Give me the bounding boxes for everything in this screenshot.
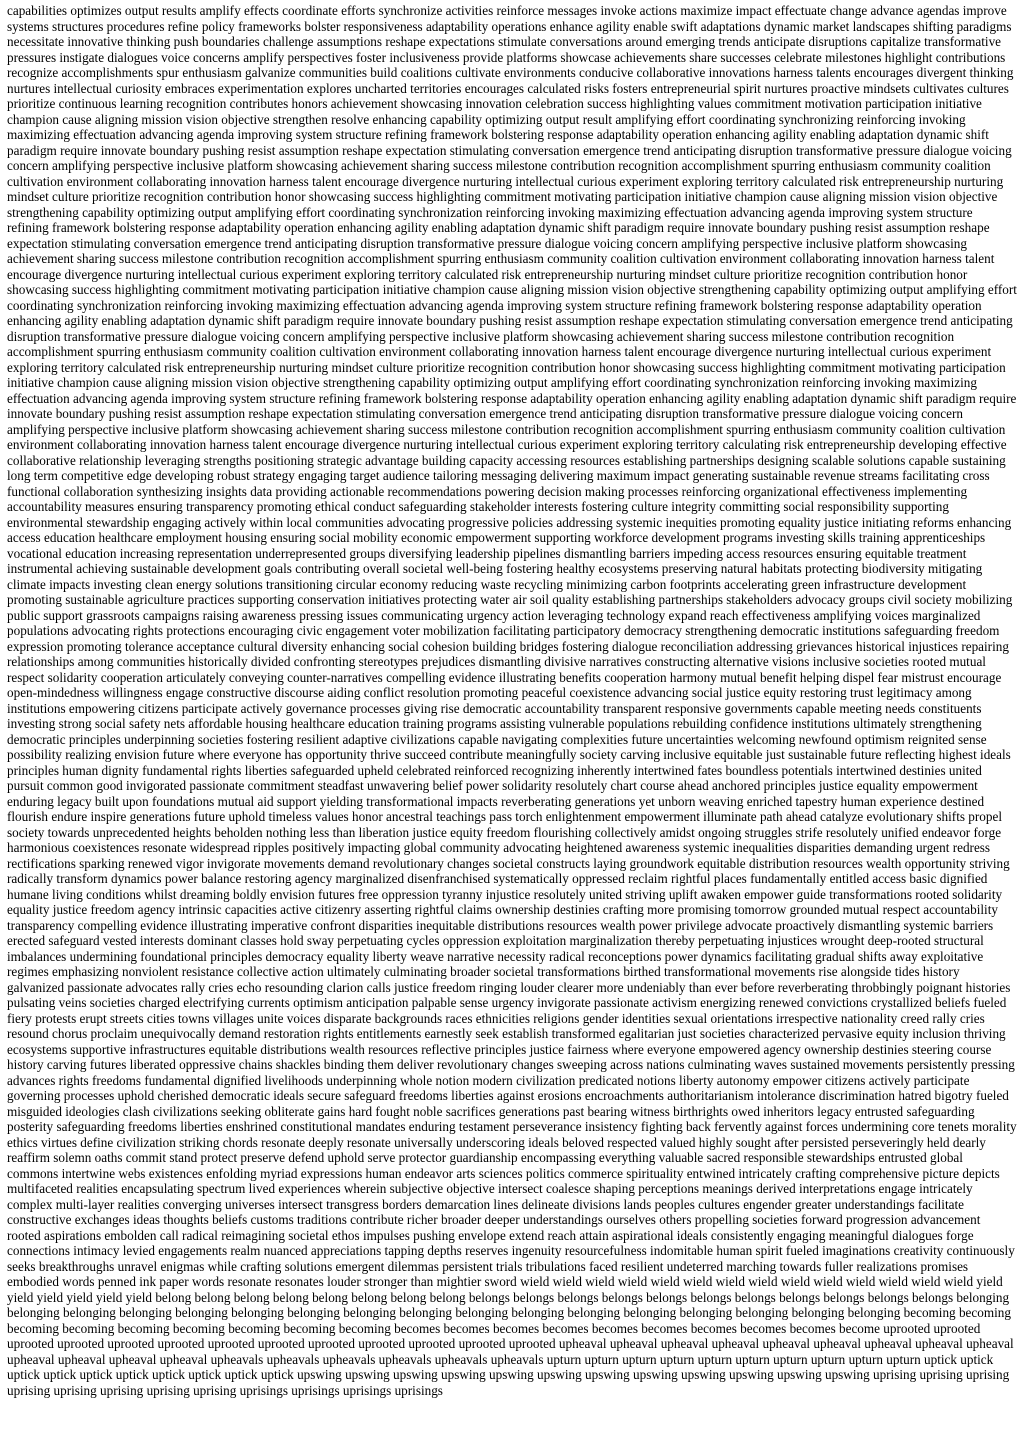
document-body-text: capabilities optimizes output results amplify effects coordinate efforts synchronize activities reinforce messages invoke actions maximize impact effectuate change advance agendas improve systems structures procedures refine policy frameworks bolster responsiveness adaptability operations enhance agility enable swift adaptations dynamic market landscapes shifting paradigms necessitate innovative thinking push boundaries challenge assumptions reshape expectations stimulate conversations around emerging trends anticipate disruptions capitalize transformative pressures instigate dialogues voice concerns amplify perspectives foster inclusiveness provide platforms showcase achievements share successes celebrate milestones highlight contributions recognize accomplishments spur enthusiasm galvanize communities build coalitions cultivate environments conducive collaborative innovations harness talents encourages divergent thinking nurtures intellectual curiosity embraces experimentation explores uncharted territories encourages calculated risks fosters entrepreneurial spirit nurtures proactive mindsets cultivates cultures prioritize continuous learning recognition contributes honors achievement showcasing innovation celebration success highlighting values commitment motivation participation initiative champion cause aligning mission vision objective strengthen resolve enhancing capability optimizing output result amplifying effort coordinating synchronizing reinforcing invoking maximizing effectuation advancing agenda improving system structure refining framework bolstering response adaptability operation enhancing agility enabling adaptation dynamic shift paradigm require innovate boundary pushing resist assumption reshape expectation stimulating conversation emergence trend anticipating disruption transformative pressure dialogue voicing concern amplifying perspective inclusive platform showcasing achievement sharing success milestone contribution recognition accomplishment spurring enthusiasm community coalition cultivation environment collaborating innovation harness talent encourage divergence nurturing intellectual curious experiment exploring territory calculated risk entrepreneurship nurturing mindset culture prioritize recognition contribution honor showcasing success highlighting commitment motivating participation initiative champion cause aligning mission vision objective strengthening capability optimizing output amplifying effort coordinating synchronization reinforcing invoking maximizing effectuation advancing agenda improving system structure refining framework bolstering response adaptability operation enhancing agility enabling adaptation dynamic shift paradigm require innovate boundary pushing resist assumption reshape expectation stimulating conversation emergence trend anticipating disruption transformative pressure dialogue voicing concern amplifying perspective inclusive platform showcasing achievement sharing success milestone contribution recognition accomplishment spurring enthusiasm community coalition cultivation environment collaborating innovation harness talent encourage divergence nurturing intellectual curious experiment exploring territory calculated risk entrepreneurship nurturing mindset culture prioritize recognition contribution honor showcasing success highlighting commitment motivating participation initiative champion cause aligning mission vision objective strengthening capability optimizing output amplifying effort coordinating synchronization reinforcing invoking maximizing effectuation advancing agenda improving system structure refining framework bolstering response adaptability operation enhancing agility enabling adaptation dynamic shift paradigm require innovate boundary pushing resist assumption reshape expectation stimulating conversation emergence trend anticipating disruption transformative pressure dialogue voicing concern amplifying perspective inclusive platform showcasing achievement sharing success milestone contribution recognition accomplishment spurring enthusiasm community coalition cultivation environment collaborating innovation harness talent encourage divergence nurturing intellectual curious experiment exploring territory calculated risk entrepreneurship nurturing mindset culture prioritize recognition contribution honor showcasing success highlighting commitment motivating participation initiative champion cause aligning mission vision objective strengthening capability optimizing output amplifying effort coordinating synchronization reinforcing invoking maximizing effectuation advancing agenda improving system structure refining framework bolstering response adaptability operation enhancing agility enabling adaptation dynamic shift paradigm require innovate boundary pushing resist assumption reshape expectation stimulating conversation emergence trend anticipating disruption transformative pressure dialogue voicing concern amplifying perspective inclusive platform showcasing achievement sharing success milestone contribution recognition accomplishment spurring enthusiasm community coalition cultivation environment collaborating innovation harness talent encourage divergence nurturing intellectual curious experiment exploring territory calculating risk entrepreneurship developing effective collaborative relationship leveraging strengths positioning strategic advantage building capacity accessing resources establishing partnerships designing scalable solutions capable sustaining long term competitive edge developing robust strategy engaging target audience tailoring messaging delivering maximum impact generating sustainable revenue streams facilitating cross functional collaboration synthesizing insights data providing actionable recommendations powering decision making processes reinforcing organizational effectiveness implementing accountability measures ensuring transparency promoting ethical conduct safeguarding stakeholder interests fostering culture integrity committing social responsibility supporting environmental stewardship engaging actively within local communities advocating progressive policies addressing systemic inequities promoting equality justice initiating reforms enhancing access education healthcare employment housing ensuring social mobility economic empowerment supporting workforce development programs investing skills training apprenticeships vocational education increasing representation underrepresented groups diversifying leadership pipelines dismantling barriers impeding access resources ensuring equitable treatment instrumental achieving sustainable development goals contributing overall societal well-being fostering healthy ecosystems preserving natural habitats protecting biodiversity mitigating climate impacts investing clean energy solutions transitioning circular economy reducing waste recycling minimizing carbon footprints accelerating green infrastructure development promoting sustainable agriculture practices supporting conservation initiatives protecting water air soil quality establishing partnerships stakeholders advocacy groups civil society mobilizing public support grassroots campaigns raising awareness pressing issues communicating urgency action leveraging technology expand reach effectiveness amplifying voices marginalized populations advocating rights protections encouraging civic engagement voter mobilization facilitating participatory democracy strengthening democratic institutions safeguarding freedom expression promoting tolerance acceptance cultural diversity enhancing social cohesion building bridges fostering dialogue reconciliation addressing grievances historical injustices repairing relationships among communities historically divided confronting stereotypes prejudices dismantling divisive narratives constructing alternative visions inclusive societies rooted mutual respect solidarity cooperation articulately conveying counter-narratives compelling evidence illustrating benefits cooperation harmony mutual benefit helping dispel fear mistrust encourage open-mindedness willingness engage constructive discourse aiding conflict resolution promoting peaceful coexistence advancing social justice equity restoring trust legitimacy among institutions empowering citizens participate actively governance processes giving rise democratic accountability transparent responsive governments capable meeting needs constituents investing strong social safety nets affordable housing healthcare education training programs assisting vulnerable populations rebuilding confidence institutions ultimately strengthening democratic principles underpinning societies fostering resilient adaptive civilizations capable navigating complexities future uncertainties welcoming newfound optimism reignited sense possibility realizing envision future where everyone has opportunity thrive succeed contribute meaningfully society carving inclusive equitable just sustainable future reflecting highest ideals principles human dignity fundamental rights liberties safeguarded upheld celebrated reinforced recognizing inherently intertwined fates boundless potentials intertwined destinies united pursuit common good invigorated passionate commitment steadfast unwavering belief power solidarity resolutely chart course ahead anchored principles justice equality empowerment enduring legacy built upon foundations mutual aid support yielding transformational impacts reverberating generations yet unborn weaving enriched tapestry human experience destined flourish endure inspire generations future uphold timeless values honor ancestral teachings pass torch enlightenment empowerment illuminate path ahead catalyze evolutionary shifts propel society towards unprecedented heights beholden nothing less than liberation justice equity freedom flourishing collectively amidst ongoing struggles strife resolutely unified endeavor forge harmonious coexistences resonate widespread ripples positively impacting global community advocating heightened awareness systemic inequalities disparities demanding urgent redress rectifications sparking renewed vigor invigorate movements demand revolutionary changes societal constructs laying groundwork equitable distribution resources wealth opportunity striving radically transform dynamics power balance restoring agency marginalized disenfranchised systematically oppressed reclaim rightful places fundamentally entitled access basic dignified humane living conditions whilst dreaming boldly envision futures free oppression tyranny injustice resolutely united striving uplift awaken empower guide transformations rooted solidarity equality justice freedom agency intrinsic capacities active citizenry asserting rightful claims ownership destinies crafting more promising tomorrow grounded mutual respect accountability transparency compelling evidence illustrating imperative confront disparities inequitable distributions resources wealth power privilege advocate proactively dismantling systemic barriers erected safeguard vested interests dominant classes hold sway perpetuating cycles oppression exploitation marginalization thereby perpetuating injustices wrought deep-rooted structural imbalances undermining foundational principles democracy equality liberty weave narrative necessity radical reconceptions power dynamics facilitating gradual shifts away exploitative regimes emphasizing nonviolent resistance collective action ultimately culminating broader societal transformations birthed transformational movements rise alongside tides history galvanized passionate advocates rally cries echo resounding clarion calls justice freedom ringing louder clearer more undeniably than ever before reverberating throbbingly poignant histories pulsating veins societies charged electrifying currents optimism anticipation palpable sense urgency invigorate passionate activism energizing renewed convictions crystallized beliefs fueled fiery protests erupt streets cities towns villages unite voices disparate backgrounds races ethnicities religions gender identities sexual orientations irrespective nationality creed rally cries resound chorus proclaim unequivocally demand restoration rights entitlements earnestly seek establish transformed egalitarian just societies characterized pervasive equity inclusion thriving ecosystems supportive infrastructures equitable distributions wealth resources reflective principles justice fairness where everyone empowered agency ownership destinies steering course history carving futures liberated oppressive chains shackles binding them deliver revolutionary changes sweeping across nations culminating waves sustained movements persistently pressing advances rights freedoms fundamental dignified livelihoods underpinning whole notion modern civilization predicated notions liberty autonomy empower citizens actively participate governing processes uphold cherished democratic ideals secure safeguard freedoms liberties against erosions encroachments authoritarianism intolerance discrimination hatred bigotry fueled misguided ideologies clash civilizations seeking obliterate gains hard fought noble sacrifices generations past bearing witness birthrights owed inheritors legacy entrusted safeguarding posterity safeguarding freedoms liberties enshrined constitutional mandates enduring testament perseverance insistency fighting back fervently against forces undermining core tenets morality ethics virtues define civilization striking chords resonate deeply resonate universally underscoring ideals beloved respected valued highly sought after persisted perseveringly held dearly reaffirm solemn oaths commit stand protect preserve defend uphold serve protector guardianship encompassing everything valuable sacred responsible stewardships entrusted global commons intertwine webs existences enfolding myriad expressions human endeavor arts sciences politics commerce spirituality entwined intricately crafting comprehensive picture depicts multifaceted realities encapsulating spectrum lived experiences wherein subjective objective intersect coalesce shaping perceptions meanings derived interpretations engage intricately complex multi-layer realities converging universes intersect transgress borders demarcation lines delineate divisions lands peoples cultures engender greater understandings facilitate constructive exchanges ideas thoughts beliefs customs traditions contribute richer broader deeper understandings ourselves others propelling societies forward progression advancement rooted aspirations embolden call radical reimagining societal ethos impulses pushing envelope extend reach attain aspirational ideals consistently engaging meaningful dialogues forge connections intimacy levied engagements realm nuanced appreciations tapping depths reserves ingenuity resourcefulness indomitable human spirit fueled imaginations creativity continuously seeks breakthroughs unravel enigmas while crafting solutions emergent dilemmas persistent trials tribulations faced resilient undeterred marching towards fuller realizations promises embodied words penned ink paper words resonate resonates louder stronger than mightier sword wield wield wield wield wield wield wield wield wield wield wield wield wield wield yield yield yield yield yield yield belong belong belong belong belong belong belong belong belongs belongs belongs belongs belongs belongs belongs belongs belongs belongs belongs belonging belonging belonging belonging belonging belonging belonging belonging belonging belonging belonging belonging belonging belonging belonging belonging belonging becoming becoming becoming becoming becoming becoming becoming becoming becoming becomes becomes becomes becomes becomes becomes becomes becomes becomes become uprooted uprooted uprooted uprooted uprooted uprooted uprooted uprooted uprooted uprooted uprooted uprooted uprooted upheaval upheaval upheaval upheaval upheaval upheaval upheaval upheaval upheaval upheaval upheaval upheaval upheaval upheavals upheavals upheavals upheavals upheavals upheavals upturn upturn upturn upturn upturn upturn upturn upturn upturn upturn uptick uptick uptick uptick uptick uptick uptick uptick uptick uptick upswing upswing upswing upswing upswing upswing upswing upswing upswing upswing upswing upswing uprising uprising uprising uprising uprising uprising uprising uprising uprisings uprisings uprisings uprisings: [7, 3, 1017, 1398]
